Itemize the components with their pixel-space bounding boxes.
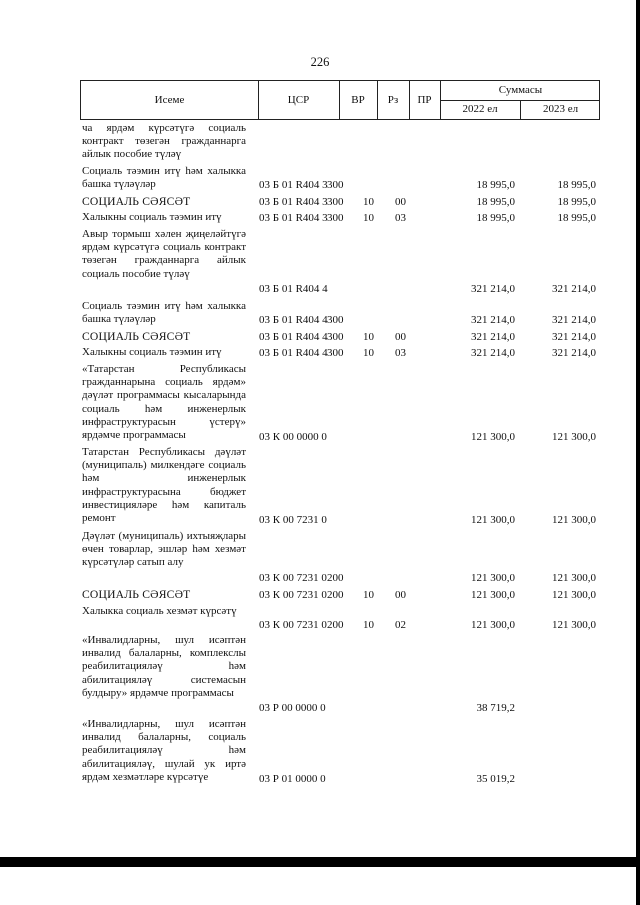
row-name: ча ярдәм күрсәтүгә социаль контракт төзегән гражданнарга айлык пособие түләү xyxy=(82,122,246,161)
table-header xyxy=(80,80,600,120)
row-sum-2023: 121 300,0 xyxy=(552,619,596,631)
row-sum-2023: 321 214,0 xyxy=(552,283,596,295)
row-sum-2023: 121 300,0 xyxy=(552,572,596,584)
row-csr: 03 Б 01 R404 3 xyxy=(259,179,328,191)
row-sum-2023: 321 214,0 xyxy=(552,314,596,326)
row-name: «Инвалидларны, шул исәптән инвалид балаларны, социаль реабилитацияләү һәм абилитацияләү, шулай ук иртә ярдәм хезмәтләре күрсәтүе xyxy=(82,718,246,783)
header-name: Исеме xyxy=(154,94,185,106)
header-sums: Суммасы xyxy=(498,84,543,96)
row-name: СОЦИАЛЬ СӘЯСӘТ xyxy=(82,330,191,343)
row-name: Дәүләт (муниципаль) ихтыяҗлары өчен товарлар, эшләр һәм хезмәт күрсәтүләр сатып алу xyxy=(82,530,246,569)
row-sum-2023: 18 995,0 xyxy=(557,179,596,191)
table-row xyxy=(82,122,602,162)
row-sum-2022: 35 019,2 xyxy=(476,773,515,785)
row-vr: 300 xyxy=(327,331,344,343)
row-sum-2022: 321 214,0 xyxy=(471,347,515,359)
row-csr: 03 Б 01 R404 3 xyxy=(259,212,328,224)
row-name: Халыкны социаль тәэмин итү xyxy=(82,346,222,358)
row-sum-2022: 121 300,0 xyxy=(471,589,515,601)
row-sum-2023: 321 214,0 xyxy=(552,347,596,359)
table-row xyxy=(82,195,602,209)
row-sum-2022: 121 300,0 xyxy=(471,431,515,443)
table-row xyxy=(82,228,602,296)
row-vr: 200 xyxy=(327,589,344,601)
row-name: СОЦИАЛЬ СӘЯСӘТ xyxy=(82,588,191,601)
row-sum-2022: 38 719,2 xyxy=(476,702,515,714)
row-rz: 10 xyxy=(363,347,374,359)
row-sum-2023: 121 300,0 xyxy=(552,589,596,601)
row-vr: 300 xyxy=(327,179,344,191)
header-year-2022: 2022 ел xyxy=(462,103,498,115)
row-name: Социаль тәэмин итү һәм халыкка башка түләүләр xyxy=(82,165,246,191)
row-sum-2022: 121 300,0 xyxy=(471,572,515,584)
row-sum-2022: 321 214,0 xyxy=(471,331,515,343)
row-csr: 03 К 00 0000 0 xyxy=(259,431,327,443)
row-sum-2023: 321 214,0 xyxy=(552,331,596,343)
row-sum-2022: 121 300,0 xyxy=(471,514,515,526)
row-rz: 10 xyxy=(363,212,374,224)
row-vr: 300 xyxy=(327,314,344,326)
row-sum-2022: 321 214,0 xyxy=(471,314,515,326)
row-sum-2022: 321 214,0 xyxy=(471,283,515,295)
header-pr: ПР xyxy=(417,94,432,106)
row-name: СОЦИАЛЬ СӘЯСӘТ xyxy=(82,195,191,208)
row-name: Халыкны социаль тәэмин итү xyxy=(82,211,222,223)
row-csr: 03 Б 01 R404 4 xyxy=(259,283,328,295)
row-rz: 10 xyxy=(363,619,374,631)
table-row xyxy=(82,330,602,344)
header-csr: ЦСР xyxy=(287,94,310,106)
row-sum-2023: 121 300,0 xyxy=(552,431,596,443)
row-csr: 03 Р 01 0000 0 xyxy=(259,773,326,785)
row-vr: 300 xyxy=(327,347,344,359)
row-name: «Инвалидларны, шул исәптән инвалид балаларны, комплекслы реабилитацияләү һәм абилитацияләү системасын булдыру» ярдәмче программасы xyxy=(82,634,246,699)
row-csr: 03 Б 01 R404 4 xyxy=(259,314,328,326)
scan-bottom-edge xyxy=(0,857,640,867)
row-sum-2022: 18 995,0 xyxy=(476,212,515,224)
table-row xyxy=(82,211,602,225)
row-pr: 03 xyxy=(395,212,406,224)
row-sum-2023: 121 300,0 xyxy=(552,514,596,526)
row-csr: 03 К 00 7231 0 xyxy=(259,572,327,584)
row-name: Социаль тәэмин итү һәм халыкка башка түләүләр xyxy=(82,300,246,326)
table-row xyxy=(82,165,602,192)
row-csr: 03 К 00 7231 0 xyxy=(259,619,327,631)
header-divider xyxy=(440,100,599,101)
row-sum-2022: 121 300,0 xyxy=(471,619,515,631)
scan-right-edge xyxy=(636,0,640,905)
row-vr: 200 xyxy=(327,572,344,584)
header-year-2023: 2023 ел xyxy=(542,103,579,115)
table-row xyxy=(82,446,602,527)
table-row xyxy=(82,588,602,602)
row-csr: 03 К 00 7231 0 xyxy=(259,514,327,526)
table-row xyxy=(82,634,602,715)
table-row xyxy=(82,300,602,327)
row-pr: 00 xyxy=(395,196,406,208)
row-name: Халыкка социаль хезмәт күрсәтү xyxy=(82,605,237,617)
table-row xyxy=(82,605,602,632)
table-row xyxy=(82,346,602,360)
row-rz: 10 xyxy=(363,589,374,601)
header-rz: Рз xyxy=(387,94,399,106)
row-vr: 200 xyxy=(327,619,344,631)
header-vr: ВР xyxy=(351,94,365,106)
table-row xyxy=(82,718,602,786)
row-rz: 10 xyxy=(363,196,374,208)
row-rz: 10 xyxy=(363,331,374,343)
row-csr: 03 Б 01 R404 4 xyxy=(259,331,328,343)
row-pr: 03 xyxy=(395,347,406,359)
row-vr: 300 xyxy=(327,212,344,224)
row-sum-2022: 18 995,0 xyxy=(476,179,515,191)
row-name: Татарстан Республикасы дәүләт (муниципаль) милкендәге социаль һәм инженерлык инфраструктурасына бюджет инвестицияләре һәм капиталь ремонт xyxy=(82,446,246,525)
row-pr: 00 xyxy=(395,331,406,343)
table-row xyxy=(82,530,602,585)
row-sum-2023: 18 995,0 xyxy=(557,196,596,208)
row-csr: 03 Б 01 R404 3 xyxy=(259,196,328,208)
row-sum-2023: 18 995,0 xyxy=(557,212,596,224)
row-vr: 300 xyxy=(327,196,344,208)
row-name: «Татарстан Республикасы гражданнарына социаль ярдәм» дәүләт программасы кысаларында социаль һәм инженерлык инфраструктурасын үстерү» ярдәмче программасы xyxy=(82,363,246,442)
row-pr: 00 xyxy=(395,589,406,601)
row-name: Авыр тормыш хәлен җиңеләйтүгә ярдәм күрсәтүгә социаль контракт төзегән гражданнарга айлык социаль пособие түләү xyxy=(82,228,246,280)
row-sum-2022: 18 995,0 xyxy=(476,196,515,208)
row-csr: 03 Б 01 R404 4 xyxy=(259,347,328,359)
row-csr: 03 К 00 7231 0 xyxy=(259,589,327,601)
page-number: 226 xyxy=(310,55,330,69)
row-csr: 03 Р 00 0000 0 xyxy=(259,702,326,714)
table-row xyxy=(82,363,602,444)
row-pr: 02 xyxy=(395,619,406,631)
